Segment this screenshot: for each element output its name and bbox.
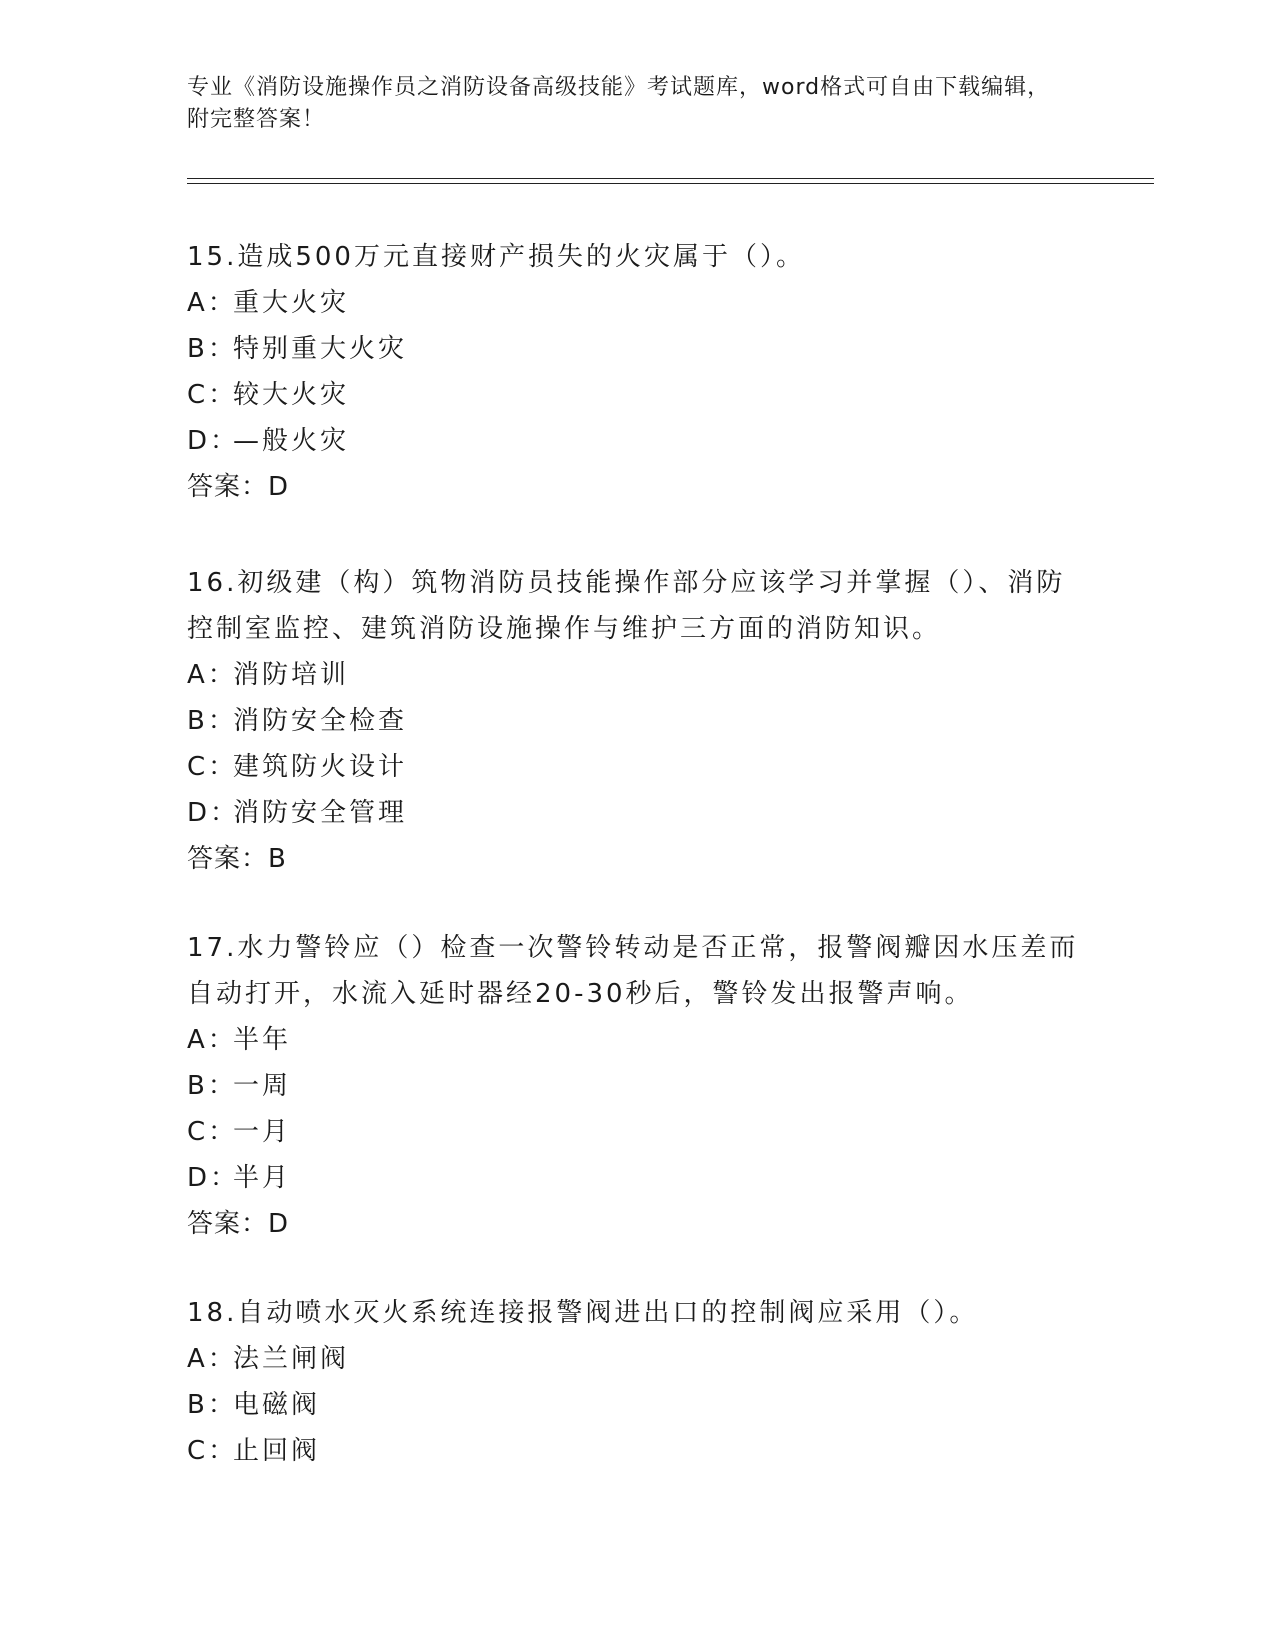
option-text: 法兰闸阀 [233, 1344, 350, 1374]
option-key: C： [187, 1117, 238, 1147]
option-text: 消防培训 [233, 660, 350, 690]
option-text: 半月 [233, 1163, 292, 1193]
option-key: A： [187, 1344, 237, 1374]
header-divider-top [187, 178, 1154, 179]
option-b [187, 326, 1087, 372]
option-key: B： [187, 706, 237, 736]
header-divider-bottom [187, 183, 1154, 184]
option-text: 消防安全管理 [233, 798, 408, 828]
option-key: C： [187, 380, 238, 410]
question-stem: 18.自动喷水灭火系统连接报警阀进出口的控制阀应采用（）。 [187, 1298, 979, 1328]
option-text: 一周 [233, 1071, 292, 1101]
option-key: B： [187, 334, 237, 364]
option-text: 较大火灾 [233, 380, 350, 410]
option-key: B： [187, 1390, 237, 1420]
option-key: B： [187, 1071, 237, 1101]
option-c [187, 1428, 1087, 1474]
option-a [187, 1336, 1087, 1382]
question-18 [187, 1290, 1087, 1474]
option-c [187, 372, 1087, 418]
option-key: C： [187, 1436, 238, 1466]
answer-line: 答案：D [187, 1209, 290, 1239]
option-a [187, 652, 1087, 698]
option-text: 重大火灾 [233, 288, 350, 318]
option-key: A： [187, 1025, 237, 1055]
answer-line: 答案：D [187, 472, 290, 502]
option-text: 半年 [233, 1025, 292, 1055]
option-d [187, 790, 1087, 836]
option-a [187, 1017, 1087, 1063]
option-text: —般火灾 [233, 426, 350, 456]
option-key: D： [187, 798, 240, 828]
option-key: A： [187, 288, 237, 318]
option-a [187, 280, 1087, 326]
question-stem: 15.造成500万元直接财产损失的火灾属于（）。 [187, 242, 805, 272]
option-text: 建筑防火设计 [233, 752, 408, 782]
option-d [187, 418, 1087, 464]
option-key: C： [187, 752, 238, 782]
option-d [187, 1155, 1087, 1201]
option-b [187, 1382, 1087, 1428]
option-c [187, 744, 1087, 790]
option-text: 特别重大火灾 [233, 334, 408, 364]
option-text: 消防安全检查 [233, 706, 408, 736]
question-16 [187, 560, 1087, 882]
question-stem: 17.水力警铃应（）检查一次警铃转动是否正常，报警阀瓣因水压差而自动打开，水流入延时器经20-30秒后，警铃发出报警声响。 [187, 933, 1079, 1009]
option-key: D： [187, 426, 240, 456]
option-key: D： [187, 1163, 240, 1193]
option-key: A： [187, 660, 237, 690]
option-c [187, 1109, 1087, 1155]
question-stem: 16.初级建（构）筑物消防员技能操作部分应该学习并掌握（）、消防控制室监控、建筑消防设施操作与维护三方面的消防知识。 [187, 568, 1066, 644]
option-text: 止回阀 [233, 1436, 321, 1466]
question-15 [187, 234, 1087, 510]
option-text: 一月 [233, 1117, 292, 1147]
option-b [187, 698, 1087, 744]
document-intro: 专业《消防设施操作员之消防设备高级技能》考试题库，word格式可自由下载编辑，附完整答案！ [187, 75, 1051, 132]
option-text: 电磁阀 [233, 1390, 321, 1420]
option-b [187, 1063, 1087, 1109]
question-17 [187, 925, 1087, 1247]
answer-line: 答案：B [187, 844, 287, 874]
